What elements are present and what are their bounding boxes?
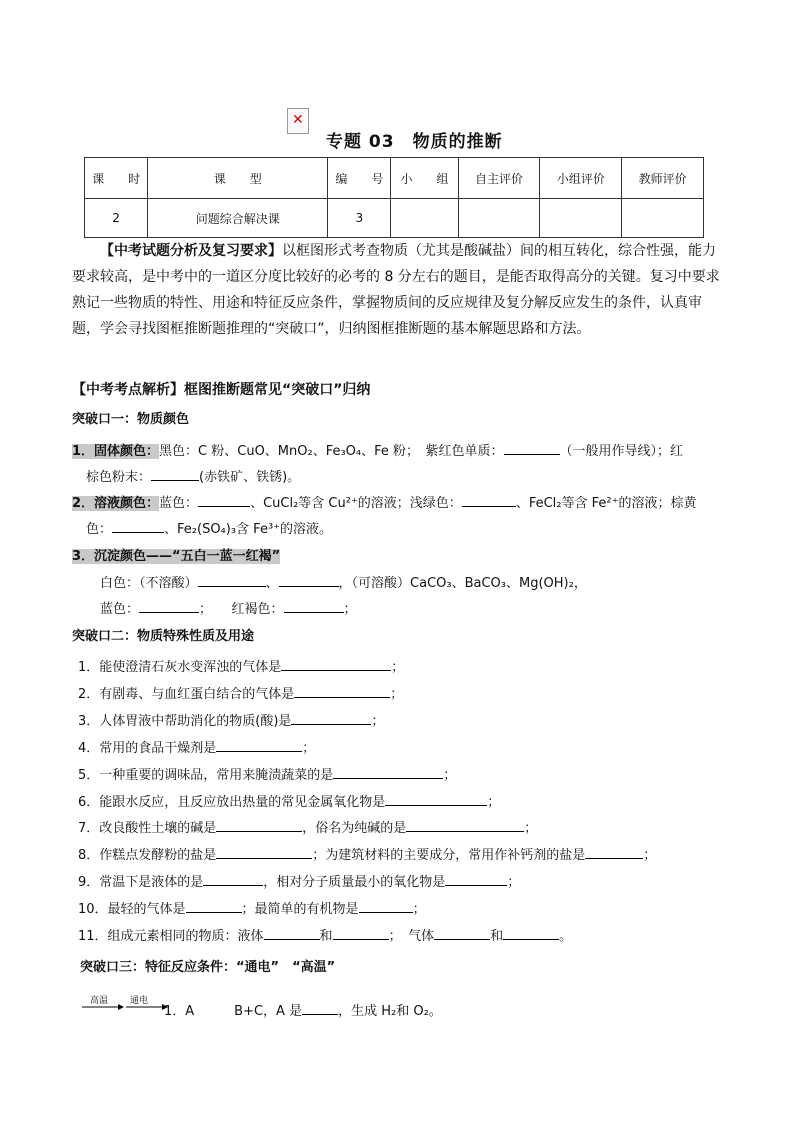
part1-item1-line2: [86, 466, 300, 485]
answer-blank[interactable]: [385, 791, 487, 806]
part1-white-line: [100, 572, 587, 591]
part1-white-b: 、: [265, 576, 279, 591]
answer-blank[interactable]: [333, 764, 443, 779]
list-item-text: 9．常温下是液体的是: [78, 875, 204, 890]
list-item-text: 10．最轻的气体是: [78, 902, 186, 917]
list-item-text: 6．能跟水反应，且反应放出热量的常见金属氧化物是: [78, 795, 386, 810]
arrow-label-electrolysis: 通电: [130, 996, 149, 1006]
list-item: [78, 710, 384, 729]
arrow-label-high-temp: 高温: [90, 996, 109, 1006]
list-item: [78, 817, 537, 836]
part1-item2-text-b: 、CuCl₂等含 Cu²⁺的溶液；浅绿色：: [250, 496, 462, 511]
answer-blank[interactable]: [585, 844, 643, 859]
list-item-text: 5．一种重要的调味品，常用来腌渍蔬菜的是: [78, 768, 334, 783]
list-item-text: 8．作糕点发酵粉的盐是: [78, 848, 217, 863]
part2-heading: 突破口二：物质特殊性质及用途: [72, 629, 255, 644]
list-item: [78, 844, 656, 863]
answer-blank[interactable]: [279, 572, 339, 587]
table-cell: 问题综合解决课: [148, 199, 328, 238]
lesson-info-table: [84, 157, 704, 238]
part3-heading: 突破口三：特征反应条件：“通电” “高温”: [80, 960, 336, 975]
part3-item1-c: ，生成 H₂和 O₂。: [338, 1004, 442, 1019]
list-item-text: 1．能使澄清石灰水变浑浊的气体是: [78, 660, 282, 675]
list-item-text: ； 气体: [388, 929, 435, 944]
table-cell: [622, 199, 704, 238]
answer-blank[interactable]: [445, 871, 507, 886]
part1-item2-line2b: 、Fe₂(SO₄)₃含 Fe³⁺的溶液。: [164, 522, 333, 537]
list-item: [78, 898, 426, 917]
list-item: [78, 737, 315, 756]
part1-item2-line2a: 色：: [86, 522, 113, 537]
list-item-text: 11．组成元素相同的物质：液体: [78, 929, 264, 944]
table-header-cell: 编 号: [328, 158, 391, 199]
answer-blank[interactable]: [198, 572, 266, 587]
part1-item3: [72, 545, 280, 564]
answer-blank[interactable]: [291, 710, 371, 725]
list-item: [78, 683, 403, 702]
page-title: 专题 03 物质的推断: [326, 132, 503, 152]
section-heading-text: 框图推断题常见“突破口”归纳: [184, 382, 371, 398]
list-item-text: 2．有剧毒、与血红蛋白结合的气体是: [78, 687, 295, 702]
answer-blank[interactable]: [406, 817, 524, 832]
list-item-tail: ；: [390, 687, 404, 702]
list-item-text: 7．改良酸性土壤的碱是: [78, 821, 217, 836]
list-item-tail: ；: [371, 714, 385, 729]
list-item: [78, 764, 456, 783]
answer-blank[interactable]: [504, 440, 560, 455]
part1-blue-c: ；: [343, 602, 357, 617]
part1-heading: 突破口一：物质颜色: [72, 412, 190, 427]
answer-blank[interactable]: [462, 492, 516, 507]
part3-item1-a: 1．A: [164, 1004, 195, 1019]
table-header-cell: 课 型: [148, 158, 328, 199]
part1-item1-text: 黑色：C 粉、CuO、MnO₂、Fe₃O₄、Fe 粉； 紫红色单质：: [159, 444, 504, 459]
part1-item1-line2b: (赤铁矿、铁锈)。: [199, 470, 301, 485]
table-header-cell: 教师评价: [622, 158, 704, 199]
part1-item2-label: 2．溶液颜色：: [72, 496, 160, 511]
answer-blank[interactable]: [203, 871, 263, 886]
part1-item2: [72, 492, 696, 511]
list-item-tail: ；: [391, 660, 405, 675]
list-item: [78, 656, 404, 675]
list-item-text: 和: [490, 929, 504, 944]
reaction-arrows-icon: [82, 1002, 168, 1012]
table-cell: [540, 199, 622, 238]
table-header-cell: 小组评价: [540, 158, 622, 199]
table-header-cell: 自主评价: [458, 158, 540, 199]
answer-blank[interactable]: [284, 598, 344, 613]
part1-blue-a: 蓝色：: [100, 602, 140, 617]
answer-blank[interactable]: [264, 925, 320, 940]
answer-blank[interactable]: [333, 925, 389, 940]
table-cell: 3: [328, 199, 391, 238]
part1-item1-tail: （一般用作导线）；红: [559, 444, 684, 459]
part1-item2-text-c: 、FeCl₂等含 Fe²⁺的溶液；棕黄: [515, 496, 697, 511]
part1-item1-line2a: 棕色粉末：: [86, 470, 152, 485]
answer-blank[interactable]: [302, 1000, 338, 1015]
part1-blue-line: [100, 598, 357, 617]
intro-label: 【中考试题分析及复习要求】: [100, 243, 282, 259]
section-heading-label: 【中考考点解析】: [72, 382, 184, 398]
list-item: [78, 925, 572, 944]
answer-blank[interactable]: [112, 518, 164, 533]
table-header-cell: 小 组: [391, 158, 458, 199]
part1-item3-label: 3．沉淀颜色——“五白一蓝一红褐”: [72, 549, 281, 564]
part1-white-c: ，（可溶酸）CaCO₃、BaCO₃、Mg(OH)₂，: [338, 576, 587, 591]
part1-white-a: 白色：（不溶酸）: [100, 576, 198, 591]
answer-blank[interactable]: [216, 817, 302, 832]
table-cell: 2: [85, 199, 148, 238]
answer-blank[interactable]: [294, 683, 390, 698]
list-item-text: ，俗名为纯碱的是: [302, 821, 407, 836]
broken-image-icon: ✕: [287, 108, 309, 134]
list-item-tail: ；: [487, 795, 501, 810]
list-item: [78, 871, 520, 890]
answer-blank[interactable]: [151, 466, 199, 481]
part3-item1-b: B+C，A 是: [234, 1004, 303, 1019]
table-row: [85, 199, 704, 238]
list-item-text: 3．人体胃液中帮助消化的物质(酸)是: [78, 714, 292, 729]
intro-text: 以框图形式考查物质（尤其是酸碱盐）间的相互转化，综合性强，能力要求较高，是中考中的一道区分度比较好的必考的 8 分左右的题目，是能否取得高分的关键。复习中要求熟记一些物质的特性、用途和特征反应条件，掌握物质间的反应规律及复分解反应发生的条件，认真审题，学会寻找图框推断题推理的“突破口”，归纳图框推断题的基本解题思路和方法。: [72, 243, 720, 337]
part1-blue-b: ； 红褐色：: [199, 602, 284, 617]
answer-blank[interactable]: [186, 898, 242, 913]
list-item-text: ；为建筑材料的主要成分，常用作补钙剂的盐是: [312, 848, 586, 863]
answer-blank[interactable]: [434, 925, 490, 940]
part1-item2-line2: [86, 518, 332, 537]
answer-blank[interactable]: [198, 492, 250, 507]
table-header-cell: 课 时: [85, 158, 148, 199]
list-item-tail: ；: [302, 741, 316, 756]
list-item-tail: ；: [643, 848, 657, 863]
part1-item2-text-a: 蓝色：: [159, 496, 199, 511]
part3-item1: [164, 1000, 442, 1019]
answer-blank[interactable]: [216, 844, 312, 859]
list-item-tail: ；: [412, 902, 426, 917]
list-item-text: ，相对分子质量最小的氧化物是: [263, 875, 446, 890]
answer-blank[interactable]: [216, 737, 302, 752]
answer-blank[interactable]: [139, 598, 199, 613]
list-item-tail: ；: [524, 821, 538, 836]
answer-blank[interactable]: [503, 925, 559, 940]
list-item: [78, 791, 500, 810]
part1-item1-label: 1．固体颜色：: [72, 444, 160, 459]
answer-blank[interactable]: [281, 656, 391, 671]
list-item-text: 4．常用的食品干燥剂是: [78, 741, 217, 756]
list-item-tail: 。: [559, 929, 573, 944]
table-cell: [391, 199, 458, 238]
table-cell: [458, 199, 540, 238]
list-item-tail: ；: [507, 875, 521, 890]
list-item-tail: ；: [443, 768, 457, 783]
list-item-text: ；最简单的有机物是: [241, 902, 359, 917]
section-heading: [72, 379, 370, 399]
answer-blank[interactable]: [359, 898, 413, 913]
part1-item1: [72, 440, 683, 459]
table-header-row: [85, 158, 704, 199]
list-item-text: 和: [319, 929, 333, 944]
intro-paragraph: [72, 238, 726, 342]
